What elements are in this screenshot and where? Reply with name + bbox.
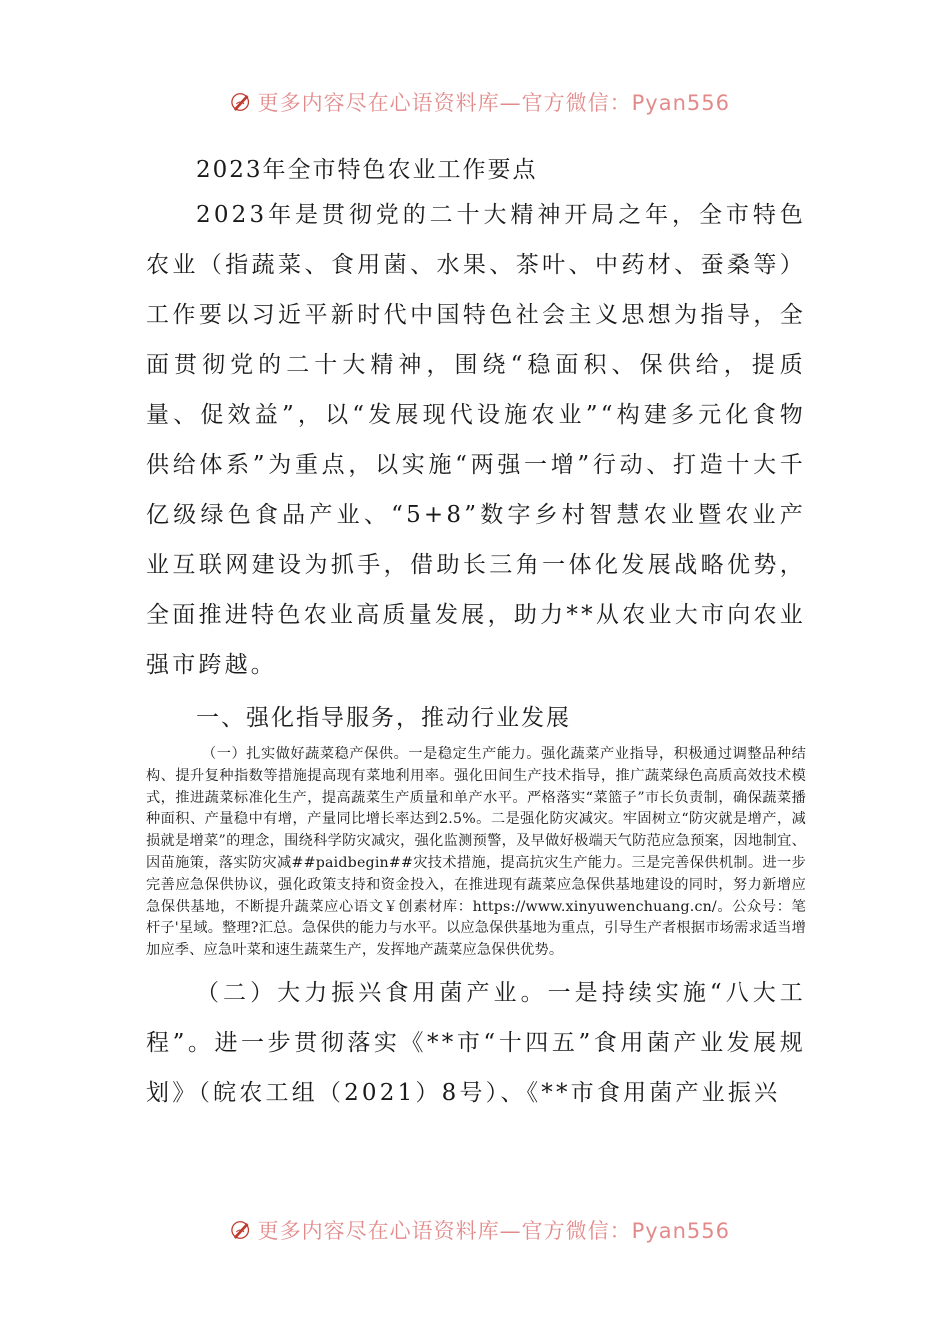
banner-text: 更多内容尽在心语资料库—官方微信：Pyan556 <box>257 1219 730 1243</box>
section-heading: 一、强化指导服务，推动行业发展 <box>196 705 571 731</box>
pen-circle-logo-icon <box>230 85 252 119</box>
banner-text: 更多内容尽在心语资料库—官方微信：Pyan556 <box>257 91 730 115</box>
document-body <box>146 150 806 1118</box>
document-title: 2023年全市特色农业工作要点 <box>196 157 538 183</box>
section-paragraph-small: （一）扎实做好蔬菜稳产保供。一是稳定生产能力。强化蔬菜产业指导，积极通过调整品种结构、提升复种指数等措施提高现有菜地利用率。强化田间生产技术指导，推广蔬菜绿色高质高效技术模式，推进蔬菜标准化生产，提高蔬菜生产质量和单产水平。严格落实“菜篮子”市长负责制，确保蔬菜播种面积、产量稳中有增，产量同比增长率达到2.5%。二是强化防灾减灾。牢固树立“防灾就是增产，减损就是增菜”的理念，围绕科学防灾减灾，强化监测预警，及早做好极端天气防范应急预案，因地制宜、因苗施策，落实防灾减##paidbegin##灾技术措施，提高抗灾生产能力。三是完善保供机制。进一步完善应急保供协议，强化政策支持和资金投入，在推进现有蔬菜应急保供基地建设的同时，努力新增应急保供基地，不断提升蔬菜应心语文￥创素材库：https://www.xinyuwenchuang.cn/。公众号：笔杆子'星域。整理?汇总。急保供的能力与水平。以应急保供基地为重点，引导生产者根据市场需求适当增加应季、应急叶菜和速生蔬菜生产，发挥地产蔬菜应急保供优势。 <box>146 746 806 959</box>
footer-banner <box>230 1212 730 1248</box>
header-banner <box>230 84 730 120</box>
pen-circle-logo-icon <box>230 1213 252 1247</box>
section-paragraph: （二）大力振兴食用菌产业。一是持续实施“八大工程”。进一步贯彻落实《**市“十四五”食用菌产业发展规划》（皖农工组（2021）8号）、《**市食用菌产业振兴 <box>146 979 806 1106</box>
intro-paragraph: 2023年是贯彻党的二十大精神开局之年，全市特色农业（指蔬菜、食用菌、水果、茶叶、中药材、蚕桑等）工作要以习近平新时代中国特色社会主义思想为指导，全面贯彻党的二十大精神，围绕“稳面积、保供给，提质量、促效益”，以“发展现代设施农业”“构建多元化食物供给体系”为重点，以实施“两强一增”行动、打造十大千亿级绿色食品产业、“5+8”数字乡村智慧农业暨农业产业互联网建设为抓手，借助长三角一体化发展战略优势，全面推进特色农业高质量发展，助力**从农业大市向农业强市跨越。 <box>146 202 806 678</box>
